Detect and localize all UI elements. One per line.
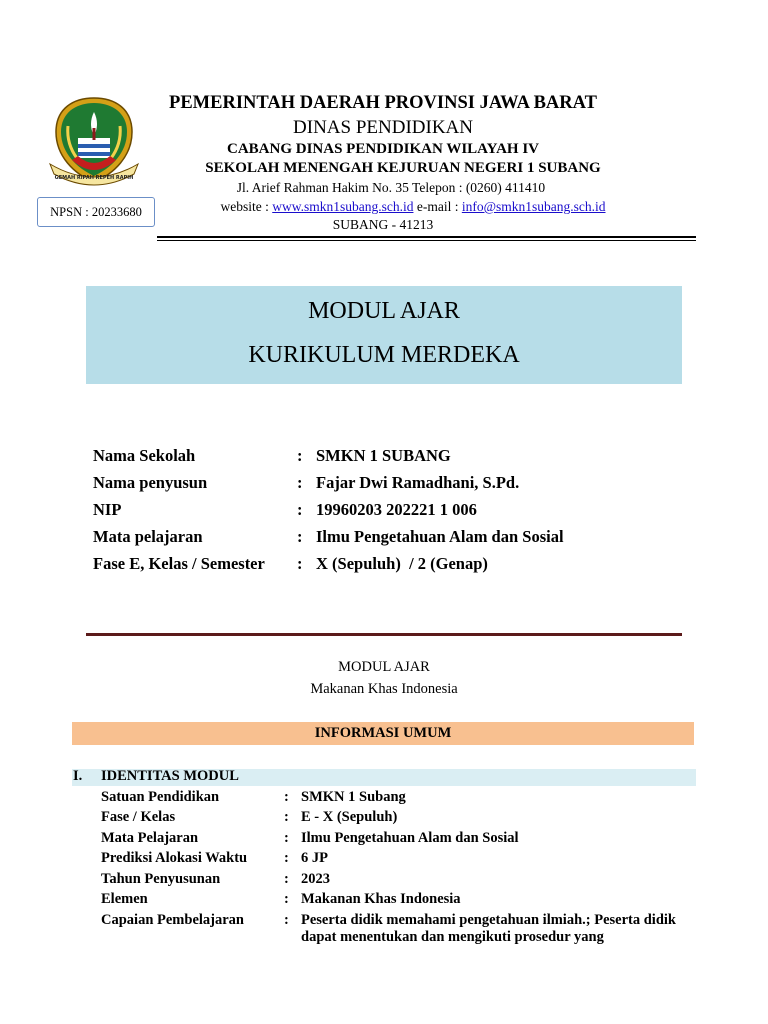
detail-colon: :: [284, 891, 289, 907]
identity-label: Fase E, Kelas / Semester: [93, 554, 265, 573]
letterhead-school-name: SEKOLAH MENENGAH KEJURUAN NEGERI 1 SUBANG: [205, 160, 601, 176]
identity-colon: :: [297, 446, 303, 465]
detail-label: Prediksi Alokasi Waktu: [101, 850, 248, 866]
subtitle-line-2: Makanan Khas Indonesia: [310, 681, 458, 697]
detail-row: [101, 830, 701, 851]
identity-label: Nama penyusun: [93, 473, 208, 492]
detail-label: Capaian Pembelajaran: [101, 912, 244, 928]
identity-row: [93, 473, 693, 500]
letterhead-rule-thick: [157, 236, 696, 238]
npsn-box: NPSN : 20233680: [37, 197, 155, 227]
detail-value: Peserta didik memahami pengetahuan ilmiah.; Peserta didik dapat menentukan dan mengikuti prosedur yang: [301, 912, 676, 945]
website-link[interactable]: www.smkn1subang.sch.id: [272, 199, 414, 214]
letterhead-rule-thin: [157, 240, 696, 241]
svg-text:GEMAH RIPAH REPEH RAPIH: GEMAH RIPAH REPEH RAPIH: [54, 175, 134, 181]
detail-colon: :: [284, 789, 289, 805]
subtitle-line-1: MODUL AJAR: [338, 659, 430, 675]
identity-value: Ilmu Pengetahuan Alam dan Sosial: [316, 527, 564, 546]
letterhead-department: DINAS PENDIDIKAN: [293, 117, 473, 138]
identity-row: [93, 446, 693, 473]
detail-colon: :: [284, 809, 289, 825]
identity-label: Nama Sekolah: [93, 446, 196, 465]
letterhead-government: PEMERINTAH DAERAH PROVINSI JAWA BARAT: [169, 93, 597, 113]
identity-colon: :: [297, 554, 303, 573]
letterhead-city: SUBANG - 41213: [332, 217, 434, 232]
detail-value: 6 JP: [301, 850, 328, 866]
detail-colon: :: [284, 871, 289, 887]
email-link[interactable]: info@smkn1subang.sch.id: [461, 199, 606, 214]
identity-value: Fajar Dwi Ramadhani, S.Pd.: [316, 473, 520, 492]
identity-row: [93, 554, 693, 581]
detail-label: Satuan Pendidikan: [101, 789, 220, 805]
detail-row: [101, 891, 701, 912]
letterhead-branch: CABANG DINAS PENDIDIKAN WILAYAH IV: [226, 141, 539, 157]
detail-value: Ilmu Pengetahuan Alam dan Sosial: [301, 830, 519, 846]
detail-value: E - X (Sepuluh): [301, 809, 398, 825]
west-java-emblem-icon: [48, 94, 140, 190]
identity-value: SMKN 1 SUBANG: [316, 446, 451, 465]
identity-colon: :: [297, 527, 303, 546]
detail-colon: :: [284, 912, 289, 928]
detail-value: SMKN 1 Subang: [301, 789, 406, 805]
identity-row: [93, 527, 693, 554]
detail-row: [101, 809, 701, 830]
title-line-2: KURIKULUM MERDEKA: [248, 342, 520, 368]
website-label: website :: [220, 199, 273, 214]
detail-value: Makanan Khas Indonesia: [301, 891, 461, 907]
letterhead-address: Jl. Arief Rahman Hakim No. 35 Telepon : (0260) 411410: [236, 180, 546, 195]
identity-label: Mata pelajaran: [93, 527, 203, 546]
letterhead-contacts: [128, 199, 698, 215]
email-label: e-mail :: [413, 199, 462, 214]
identity-label: NIP: [93, 500, 122, 519]
detail-colon: :: [284, 830, 289, 846]
school-emblem-logo: [48, 94, 140, 190]
detail-label: Elemen: [101, 891, 148, 907]
section-separator: [86, 633, 682, 636]
detail-row: [101, 871, 701, 892]
section-title: IDENTITAS MODUL: [101, 768, 239, 784]
detail-label: Fase / Kelas: [101, 809, 176, 825]
identity-value: 19960203 202221 1 006: [316, 500, 477, 519]
detail-value: 2023: [301, 871, 330, 887]
section-number: I.: [73, 768, 83, 784]
detail-row: [101, 912, 701, 952]
identity-colon: :: [297, 473, 303, 492]
identity-row: [93, 500, 693, 527]
identity-colon: :: [297, 500, 303, 519]
detail-row: [101, 789, 701, 810]
detail-label: Mata Pelajaran: [101, 830, 199, 846]
info-header: INFORMASI UMUM: [72, 722, 694, 745]
identity-value: X (Sepuluh) / 2 (Genap): [316, 554, 488, 573]
title-line-1: MODUL AJAR: [308, 298, 460, 324]
detail-colon: :: [284, 850, 289, 866]
detail-label: Tahun Penyusunan: [101, 871, 221, 887]
detail-row: [101, 850, 701, 871]
